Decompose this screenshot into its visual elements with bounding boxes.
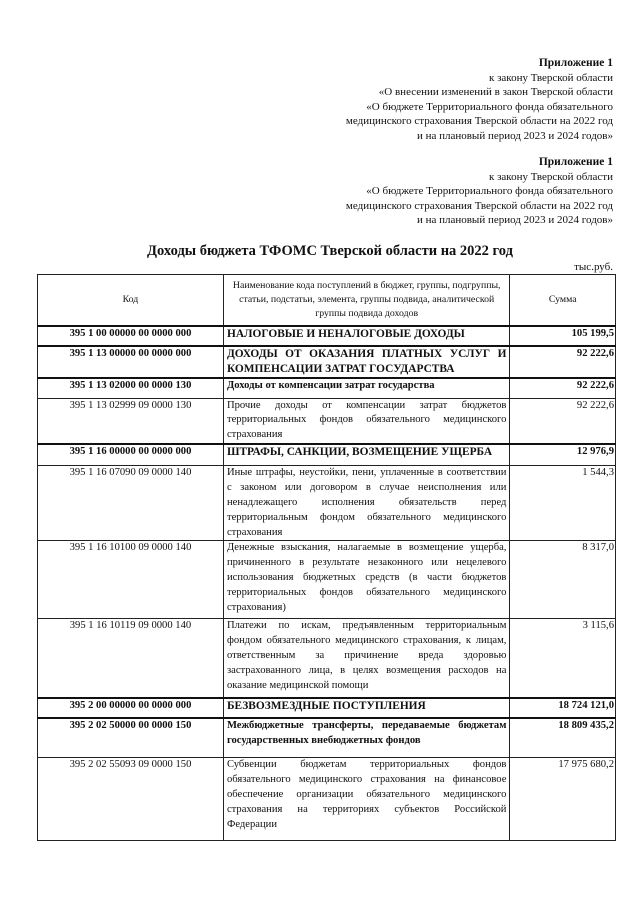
cell-sum: 92 222,6 (510, 378, 616, 398)
table-row (38, 619, 616, 698)
cell-sum: 92 222,6 (510, 346, 616, 378)
cell-sum: 17 975 680,2 (510, 758, 616, 841)
appendix-line: «О бюджете Территориального фонда обязательного (366, 185, 613, 198)
cell-name: Доходы от компенсации затрат государства (223, 378, 509, 398)
cell-sum: 105 199,5 (510, 326, 616, 346)
cell-code: 395 1 13 02000 00 0000 130 (38, 378, 224, 398)
cell-sum: 3 115,6 (510, 619, 616, 698)
cell-code: 395 2 02 50000 00 0000 150 (38, 718, 224, 758)
cell-code: 395 1 16 07090 09 0000 140 (38, 466, 224, 541)
cell-sum: 18 809 435,2 (510, 718, 616, 758)
cell-name: Иные штрафы, неустойки, пени, уплаченные в соответствии с законом или договором в случае неисполнения или ненадлежащего исполнения обязательств перед территориальным фондом обязательного медицинского страхования (223, 466, 509, 541)
table-row (38, 398, 616, 444)
table-row (38, 541, 616, 619)
cell-code: 395 1 16 00000 00 0000 000 (38, 444, 224, 466)
table-row (38, 718, 616, 758)
table-row (38, 346, 616, 378)
appendix-heading: Приложение 1 (538, 156, 613, 168)
cell-name: Субвенции бюджетам территориальных фондов обязательного медицинского страхования на финансовое обеспечение организации обязательного медицинского страхования на территориях субъектов Российской Федерации (223, 758, 509, 841)
table-row (38, 466, 616, 541)
cell-name: НАЛОГОВЫЕ И НЕНАЛОГОВЫЕ ДОХОДЫ (223, 326, 509, 346)
header-name: Наименование кода поступлений в бюджет, группы, подгруппы, статьи, подстатьи, элемента, группы подвида, аналитической группы подвида доходов (223, 275, 509, 327)
appendix-line: медицинского страхования Тверской области на 2022 год (345, 199, 613, 212)
cell-name: Денежные взыскания, налагаемые в возмещение ущерба, причиненного в результате незаконного или нецелевого использования бюджетных средств (в части бюджетов территориальных фондов обязательного медицинского страхования) (223, 541, 509, 619)
appendix-amendment-header (346, 56, 613, 144)
appendix-line: к закону Тверской области (488, 71, 613, 84)
revenue-table (37, 274, 616, 841)
cell-code: 395 1 16 10119 09 0000 140 (38, 619, 224, 698)
appendix-line: «О внесении изменений в закон Тверской области (378, 86, 613, 99)
table-row (38, 758, 616, 841)
cell-sum: 1 544,3 (510, 466, 616, 541)
cell-name: Платежи по искам, предъявленным территориальным фондом обязательного медицинского страхования, к лицам, ответственным за причинение вреда здоровью застрахованного лица, в целях возмещения расходов на оказание медицинской помощи (223, 619, 509, 698)
cell-code: 395 2 00 00000 00 0000 000 (38, 698, 224, 718)
appendix-original-header (346, 155, 613, 228)
table-row (38, 444, 616, 466)
document-title: Доходы бюджета ТФОМС Тверской области на 2022 год (147, 243, 513, 259)
cell-code: 395 1 16 10100 09 0000 140 (38, 541, 224, 619)
cell-name: Прочие доходы от компенсации затрат бюджетов территориальных фондов обязательного медицинского страхования (223, 398, 509, 444)
header-sum: Сумма (510, 275, 616, 327)
appendix-line: «О бюджете Территориального фонда обязательного (366, 100, 613, 113)
table-row (38, 326, 616, 346)
table-row (38, 698, 616, 718)
cell-name: ШТРАФЫ, САНКЦИИ, ВОЗМЕЩЕНИЕ УЩЕРБА (223, 444, 509, 466)
cell-name: ДОХОДЫ ОТ ОКАЗАНИЯ ПЛАТНЫХ УСЛУГ И КОМПЕНСАЦИИ ЗАТРАТ ГОСУДАРСТВА (223, 346, 509, 378)
cell-sum: 92 222,6 (510, 398, 616, 444)
cell-name: Межбюджетные трансферты, передаваемые бюджетам государственных внебюджетных фондов (223, 718, 509, 758)
cell-sum: 12 976,9 (510, 444, 616, 466)
header-code: Код (38, 275, 224, 327)
appendix-line: медицинского страхования Тверской области на 2022 год (345, 115, 613, 128)
appendix-line: и на плановый период 2023 и 2024 годов» (416, 129, 613, 142)
appendix-heading: Приложение 1 (538, 57, 613, 69)
cell-name: БЕЗВОЗМЕЗДНЫЕ ПОСТУПЛЕНИЯ (223, 698, 509, 718)
cell-sum: 18 724 121,0 (510, 698, 616, 718)
cell-sum: 8 317,0 (510, 541, 616, 619)
cell-code: 395 1 13 00000 00 0000 000 (38, 346, 224, 378)
cell-code: 395 1 13 02999 09 0000 130 (38, 398, 224, 444)
cell-code: 395 2 02 55093 09 0000 150 (38, 758, 224, 841)
table-header-row (38, 275, 616, 327)
cell-code: 395 1 00 00000 00 0000 000 (38, 326, 224, 346)
units-label: тыс.руб. (574, 261, 613, 273)
appendix-line: и на плановый период 2023 и 2024 годов» (416, 214, 613, 227)
appendix-line: к закону Тверской области (488, 170, 613, 183)
table-row (38, 378, 616, 398)
